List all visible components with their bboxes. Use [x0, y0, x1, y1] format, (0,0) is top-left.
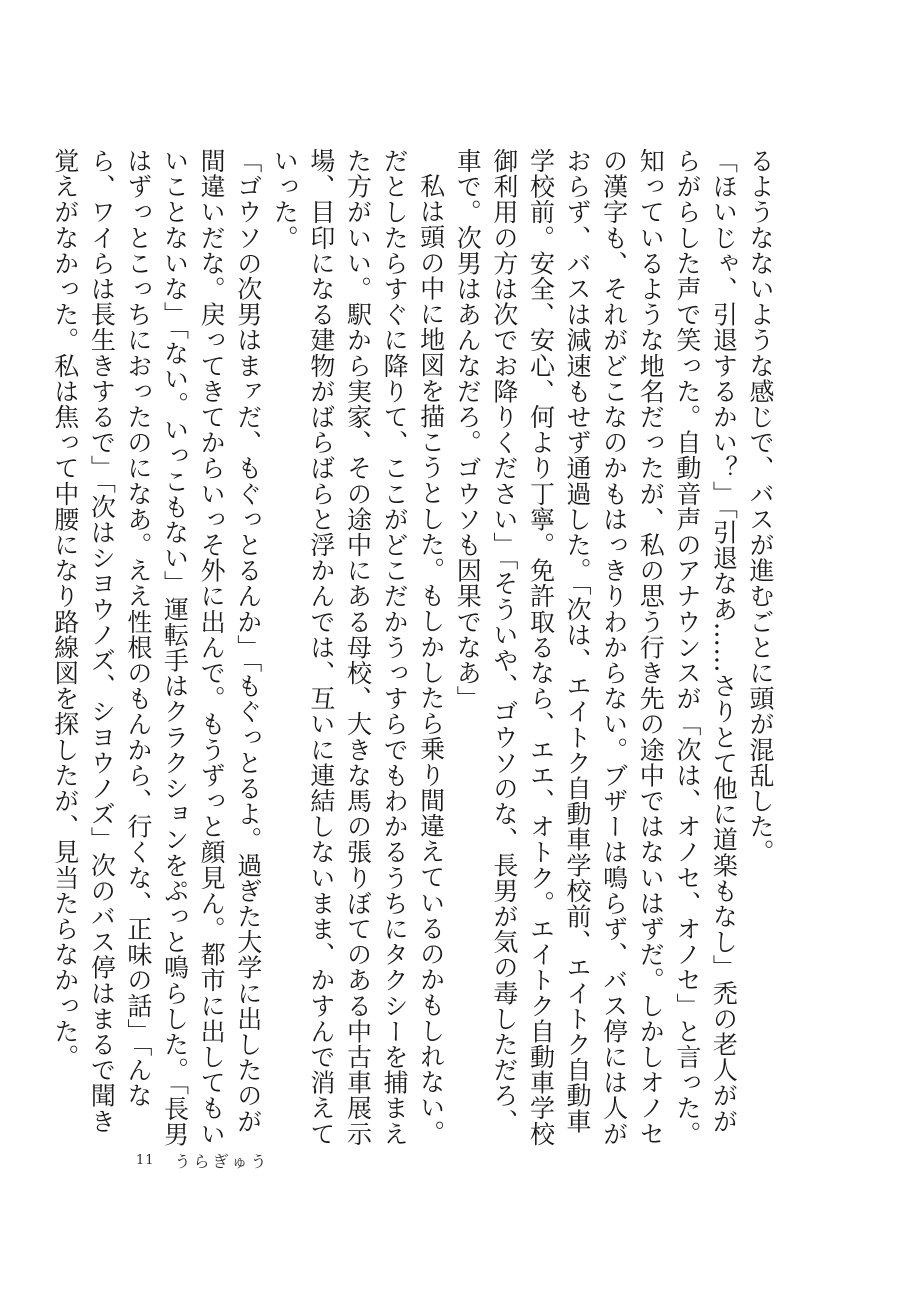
paragraph-narration: 私は頭の中に地図を描こうとした。もしかしたら乗り間違えているのかもしれない。だとしたらすぐに降りて、ここがどこだかうっすらでもわかるうちにタクシーを捕まえた方がいい。駅から実家、その途中にある母校、大きな馬の張りぼてのある中古車展示場、目印になる建物がばらばらと浮かんでは、互いに連結しないまま、かすんで消えていった。: [270, 148, 446, 1147]
page-footer: [136, 1148, 270, 1172]
paragraph-dialogue-2: 「ゴウソの次男はまァだ、もぐっとるんか」「もぐっとるよ。過ぎた大学に出したのが間違いだな。戻ってきてからいっそ外に出んで。もうずっと顔見ん。都市に出してもいいことないな」「ない。いっこもない」運転手はクラクションをぷっと鳴らした。「長男はずっとこっちにおったのになあ。ええ性根のもんから、行くな、正味の話」「んなら、ワイらは長生きするで」「次はシヨウノズ、シヨウノズ」次のバス停はまるで聞き覚えがなかった。私は焦って中腰になり路線図を探したが、見当たらなかった。: [50, 148, 263, 1147]
page-number: 11: [136, 1152, 155, 1168]
paragraph-dialogue: 「ほいじゃ、引退するかい？」「引退なあ……さりとて他に道楽もなし」禿の老人ががらがらした声で笑った。自動音声のアナウンスが「次は、オノセ、オノセ」と言った。知っているような地名だったが、私の思う行き先の途中ではないはずだ。しかしオノセの漢字も、それがどこなのかもはっきりわからない。ブザーは鳴らず、バス停には人がおらず、バスは減速もせず通過した。「次は、エイトク自動車学校前、エイトク自動車学校前。安全、安心、何より丁寧。免許取るなら、エエ、オトク。エイトク自動車学校御利用の方は次でお降りください」「そういや、ゴウソのな、長男が気の毒しただろ、車で。次男はあんなだろ。ゴウソも因果でなあ」: [453, 148, 739, 1147]
paragraph-continued: るようなないような感じで、バスが進むごとに頭が混乱した。: [746, 148, 775, 865]
vertical-body-text: [50, 148, 778, 1152]
running-title: うらぎゅう: [174, 1151, 270, 1171]
